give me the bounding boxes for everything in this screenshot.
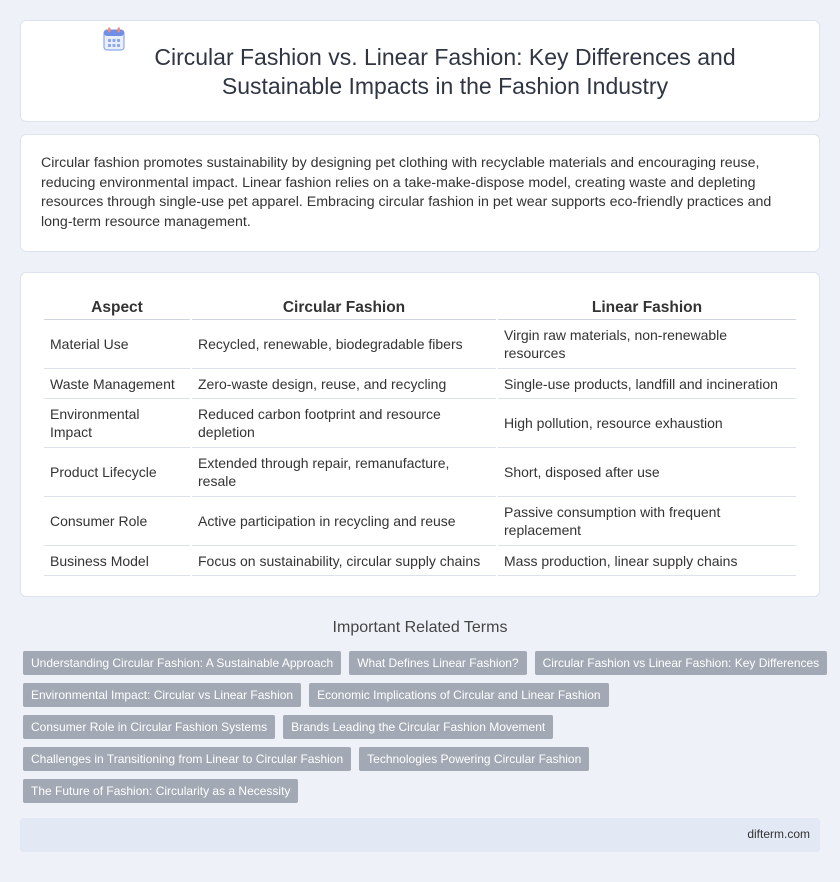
aspect-cell: Business Model	[44, 546, 190, 576]
header-aspect: Aspect	[44, 296, 190, 320]
table-header-row	[44, 296, 796, 320]
table-row	[44, 497, 796, 546]
related-tag[interactable]: Understanding Circular Fashion: A Sustainable Approach	[23, 651, 341, 675]
intro-paragraph: Circular fashion promotes sustainability by designing pet clothing with recyclable materials and encouraging reuse, reducing environmental impact. Linear fashion relies on a take-make-dispose model, creating waste and depleting resources through single-use pet apparel. Embracing circular fashion in pet wear supports eco-friendly practices and long-term resource management.	[41, 155, 772, 230]
related-tag[interactable]: What Defines Linear Fashion?	[349, 651, 526, 675]
linear-cell: Virgin raw materials, non-renewable resources	[498, 320, 796, 369]
related-tag[interactable]: Brands Leading the Circular Fashion Movement	[283, 715, 553, 739]
aspect-cell: Material Use	[44, 320, 190, 369]
circular-cell: Reduced carbon footprint and resource depletion	[192, 399, 496, 448]
aspect-cell: Consumer Role	[44, 497, 190, 546]
circular-cell: Extended through repair, remanufacture, resale	[192, 448, 496, 497]
linear-cell: Mass production, linear supply chains	[498, 546, 796, 576]
related-tag[interactable]: Circular Fashion vs Linear Fashion: Key Differences	[535, 651, 828, 675]
header-circular: Circular Fashion	[192, 296, 496, 320]
related-tag[interactable]: The Future of Fashion: Circularity as a Necessity	[23, 779, 298, 803]
title-card	[20, 20, 820, 122]
table-row	[44, 369, 796, 399]
comparison-table	[42, 296, 798, 576]
header-linear: Linear Fashion	[498, 296, 796, 320]
linear-cell: Single-use products, landfill and incineration	[498, 369, 796, 399]
circular-cell: Focus on sustainability, circular supply chains	[192, 546, 496, 576]
linear-cell: High pollution, resource exhaustion	[498, 399, 796, 448]
circular-cell: Active participation in recycling and reuse	[192, 497, 496, 546]
aspect-cell: Product Lifecycle	[44, 448, 190, 497]
page-title: Circular Fashion vs. Linear Fashion: Key Differences and Sustainable Impacts in the Fashion Industry	[154, 44, 736, 99]
linear-cell: Passive consumption with frequent replacement	[498, 497, 796, 546]
circular-cell: Recycled, renewable, biodegradable fibers	[192, 320, 496, 369]
table-row	[44, 399, 796, 448]
related-tag[interactable]: Technologies Powering Circular Fashion	[359, 747, 589, 771]
table-row	[44, 546, 796, 576]
related-tag[interactable]: Challenges in Transitioning from Linear to Circular Fashion	[23, 747, 351, 771]
related-tag[interactable]: Environmental Impact: Circular vs Linear Fashion	[23, 683, 301, 707]
related-terms-heading: Important Related Terms	[332, 619, 508, 636]
footer-site-link[interactable]: difterm.com	[747, 827, 810, 841]
linear-cell: Short, disposed after use	[498, 448, 796, 497]
comparison-card	[20, 272, 820, 597]
footer	[20, 818, 820, 852]
related-tag[interactable]: Consumer Role in Circular Fashion Systems	[23, 715, 275, 739]
related-terms-list	[23, 651, 823, 811]
aspect-cell: Waste Management	[44, 369, 190, 399]
table-row	[44, 320, 796, 369]
aspect-cell: Environmental Impact	[44, 399, 190, 448]
circular-cell: Zero-waste design, reuse, and recycling	[192, 369, 496, 399]
related-tag[interactable]: Economic Implications of Circular and Linear Fashion	[309, 683, 608, 707]
table-row	[44, 448, 796, 497]
intro-card	[20, 134, 820, 252]
